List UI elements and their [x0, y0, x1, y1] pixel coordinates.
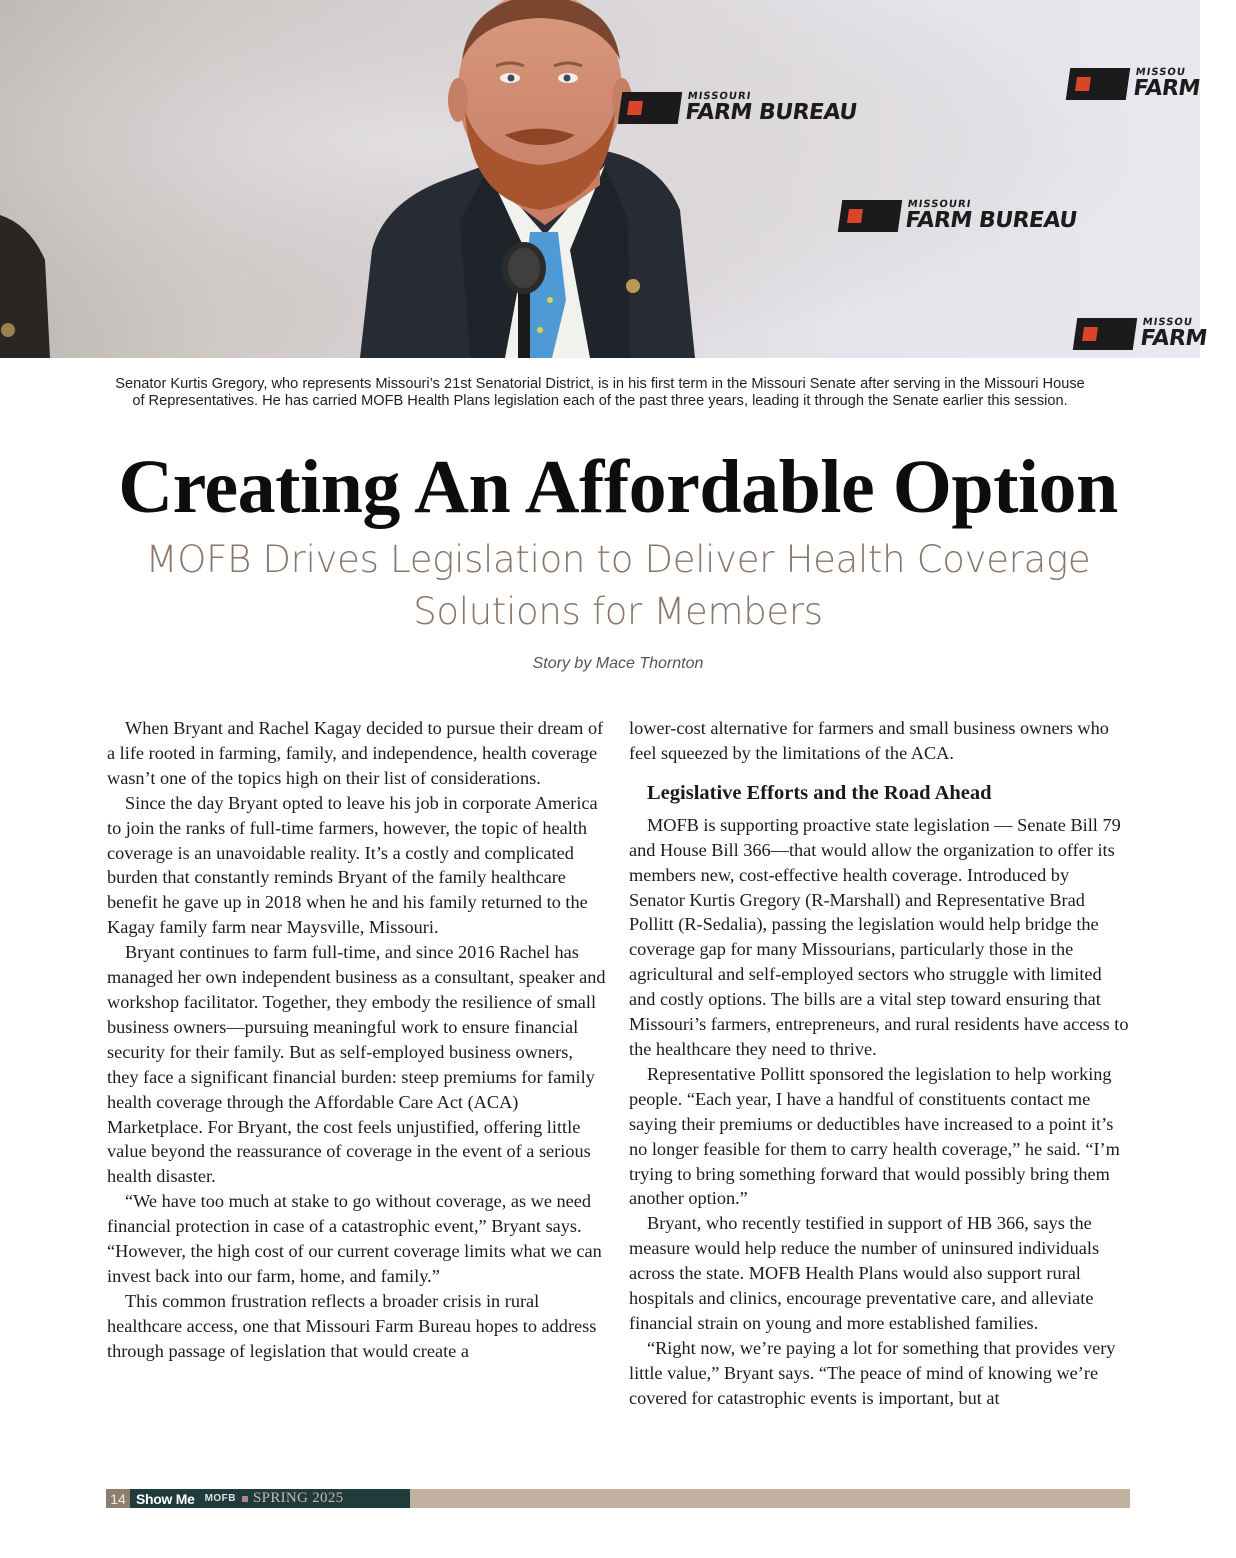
square-separator-icon: [242, 1496, 248, 1502]
page-number: 14: [106, 1489, 130, 1508]
article-headline: Creating An Affordable Option: [118, 445, 1118, 529]
farm-bureau-logo: MISSOU FARM: [1073, 318, 1210, 350]
caption-line: of Representatives. He has carried MOFB Health Plans legislation each of the past three years, leading it through the Senate earlier this session.: [132, 393, 1068, 409]
body-paragraph: MOFB is supporting proactive state legislation — Senate Bill 79 and House Bill 366—that would allow the organization to offer its members new, cost-effective health coverage. Introduced by Senator Kurtis Gregory (R-Marshall) and Representative Brad Pollitt (R-Sedalia), passing the legislation would help bridge the coverage gap for many Missourians, particularly those in the agricultural and self-employed sectors who struggle with limited and costly options. The bills are a vital step toward ensuring that Missouri’s farmers, entrepreneurs, and rural residents have access to the healthcare they need to thrive.: [629, 814, 1129, 1059]
senator-illustration: [0, 0, 1200, 358]
caption-line: Senator Kurtis Gregory, who represents Missouri’s 21st Senatorial District, is in his first term in the Missouri Senate after serving in the Missouri House: [115, 376, 1085, 392]
magazine-name: Show Me: [136, 1490, 195, 1507]
farm-bureau-logo: MISSOU FARM: [1066, 68, 1203, 100]
farm-bureau-logo: MISSOURI FARM BUREAU: [618, 92, 860, 124]
body-paragraph: “Right now, we’re paying a lot for something that provides very little value,” Bryant says. “The peace of mind of knowing we’re covered for catastrophic events is important, but at: [629, 1337, 1116, 1408]
body-paragraph: This common frustration reflects a broader crisis in rural healthcare access, one that Missouri Farm Bureau hopes to address through passage of legislation that would create a: [107, 1290, 597, 1361]
photo-caption: [100, 376, 1100, 410]
left-column: [107, 716, 607, 1364]
body-paragraph-continued: lower-cost alternative for farmers and small business owners who feel squeezed by the limitations of the ACA.: [629, 718, 1109, 763]
farm-bureau-logo: MISSOURI FARM BUREAU: [838, 200, 1080, 232]
hero-photo: [0, 0, 1209, 358]
subhead-line: MOFB Drives Legislation to Deliver Health Coverage: [145, 538, 1091, 581]
body-paragraph: Representative Pollitt sponsored the legislation to help working people. “Each year, I have a handful of constituents contact me saying their premiums or deductibles have increased to a point it’s no longer feasible for them to carry health coverage,” he said. “I’m trying to bring something forward that would possibly bring them another option.”: [629, 1063, 1120, 1209]
body-paragraph: “We have too much at stake to go without coverage, as we need financial protection in case of a catastrophic event,” Bryant says. “However, the high cost of our current coverage limits what we can invest back into our farm, home, and family.”: [107, 1191, 602, 1286]
org-name: MOFB: [204, 1493, 237, 1504]
body-paragraph: Bryant, who recently testified in support of HB 366, says the measure would help reduce the number of uninsured individuals across the state. MOFB Health Plans would also support rural hospitals and clinics, encourage preventative care, and alleviate financial strain on young and more established families.: [629, 1213, 1100, 1333]
footer-rule: [410, 1489, 1130, 1508]
footer-masthead: [106, 1489, 410, 1508]
section-heading: Legislative Efforts and the Road Ahead: [647, 781, 992, 804]
right-column: [629, 716, 1129, 1411]
issue-label: SPRING 2025: [253, 1490, 344, 1506]
article-subheadline: [60, 534, 1176, 638]
page-footer: [106, 1489, 1130, 1508]
byline: Story by Mace Thornton: [532, 655, 704, 672]
body-paragraph: When Bryant and Rachel Kagay decided to pursue their dream of a life rooted in farming, family, and independence, health coverage wasn’t one of the topics high on their list of considerations.: [107, 718, 604, 788]
subhead-line: Solutions for Members: [413, 590, 823, 633]
body-paragraph: Bryant continues to farm full-time, and since 2016 Rachel has managed her own independent business as a consultant, speaker and workshop facilitator. Together, they embody the resilience of small business owners—pursuing meaningful work to ensure financial security for their family. But as self-employed business owners, they face a significant financial burden: steep premiums for family health coverage through the Affordable Care Act (ACA) Marketplace. For Bryant, the cost feels unjustified, offering little value beyond the reassurance of coverage in the event of a serious health disaster.: [107, 942, 606, 1187]
body-paragraph: Since the day Bryant opted to leave his job in corporate America to join the ranks of full-time farmers, however, the topic of health coverage is an unavoidable reality. It’s a costly and complicated burden that constantly reminds Bryant of the family healthcare benefit he gave up in 2018 when he and his family returned to the Kagay family farm near Maysville, Missouri.: [107, 792, 598, 938]
